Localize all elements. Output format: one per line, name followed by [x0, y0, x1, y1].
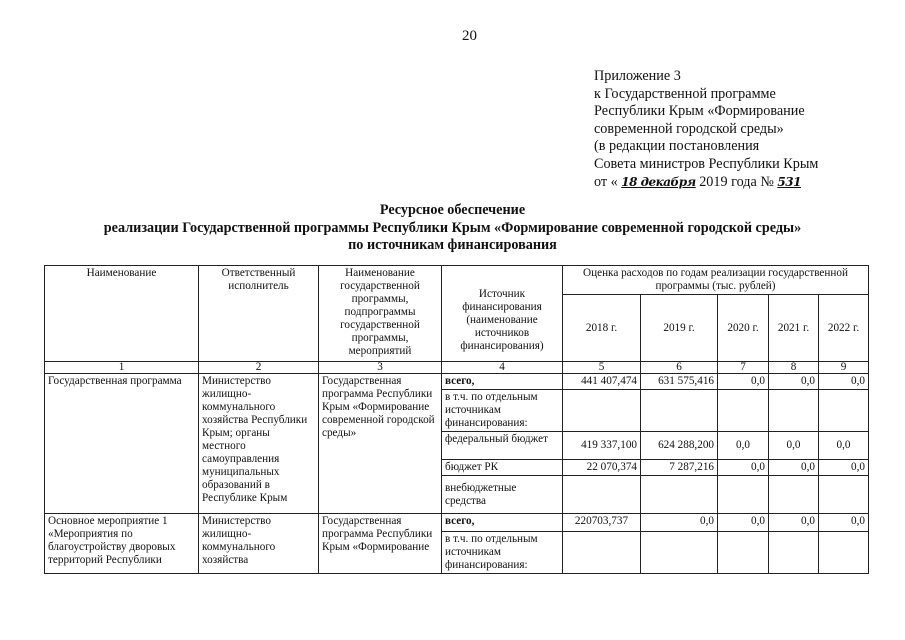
row-executor: Министерство жилищно-коммунального хозяйства: [199, 514, 319, 574]
column-number: 4: [442, 362, 563, 374]
appendix-line: к Государственной программе: [594, 85, 776, 102]
value-cell: [718, 476, 769, 514]
value-cell: [563, 390, 641, 432]
row-name: Государственная программа: [45, 374, 199, 514]
handwritten-number: 531: [777, 174, 801, 189]
source-cell: в т.ч. по отдельным источникам финансирования:: [442, 532, 563, 574]
value-cell: 441 407,474: [563, 374, 641, 390]
document-title: [0, 202, 905, 255]
value-cell: [769, 532, 819, 574]
header-source: Источник финансирования (наименование источников финансирования): [442, 266, 563, 362]
value-cell: 0,0: [819, 514, 869, 532]
column-number: 1: [45, 362, 199, 374]
date-prefix: от «: [594, 173, 618, 190]
header-year: 2021 г.: [769, 295, 819, 362]
row-program: Государственная программа Республики Крым «Формирование: [319, 514, 442, 574]
header-year: 2022 г.: [819, 295, 869, 362]
value-cell: 0,0: [641, 514, 718, 532]
value-cell: 7 287,216: [641, 460, 718, 476]
value-cell: 0,0: [718, 460, 769, 476]
value-cell: 0,0: [769, 514, 819, 532]
handwritten-date: 18 декабря: [621, 174, 696, 189]
row-name: Основное мероприятие 1 «Мероприятия по благоустройству дворовых территорий Республики: [45, 514, 199, 574]
value-cell: [641, 532, 718, 574]
title-line-3: по источникам финансирования: [348, 237, 557, 253]
value-cell: 419 337,100: [563, 432, 641, 460]
value-cell: [563, 532, 641, 574]
value-cell: [819, 532, 869, 574]
header-year: 2018 г.: [563, 295, 641, 362]
value-cell: 0,0: [819, 432, 869, 460]
title-line-1: Ресурсное обеспечение: [379, 202, 526, 218]
value-cell: 0,0: [769, 374, 819, 390]
appendix-line: Совета министров Республики Крым: [594, 155, 819, 172]
value-cell: 624 288,200: [641, 432, 718, 460]
source-cell: в т.ч. по отдельным источникам финансирования:: [442, 390, 563, 432]
appendix-date-line: [594, 174, 818, 192]
page-number: 20: [462, 28, 477, 44]
appendix-header: [594, 68, 818, 191]
header-name: Наименование: [45, 266, 199, 362]
value-cell: [641, 476, 718, 514]
source-cell: федеральный бюджет: [442, 432, 563, 460]
header-year: 2019 г.: [641, 295, 718, 362]
header-estimate: Оценка расходов по годам реализации государственной программы (тыс. рублей): [563, 266, 869, 295]
value-cell: [819, 476, 869, 514]
value-cell: 631 575,416: [641, 374, 718, 390]
row-program: Государственная программа Республики Крым «Формирование современной городской среды»: [319, 374, 442, 514]
date-year: 2019 года №: [699, 173, 774, 190]
appendix-line: современной городской среды»: [594, 120, 784, 137]
value-cell: 0,0: [718, 374, 769, 390]
value-cell: [718, 390, 769, 432]
value-cell: 0,0: [718, 514, 769, 532]
appendix-line: Приложение 3: [594, 68, 681, 84]
column-number: 7: [718, 362, 769, 374]
source-cell: всего,: [442, 514, 563, 532]
value-cell: 0,0: [819, 374, 869, 390]
appendix-line: Республики Крым «Формирование: [594, 103, 805, 120]
column-number: 8: [769, 362, 819, 374]
value-cell: 0,0: [718, 432, 769, 460]
value-cell: 22 070,374: [563, 460, 641, 476]
value-cell: [563, 476, 641, 514]
resource-table: [44, 265, 869, 574]
column-number: 6: [641, 362, 718, 374]
value-cell: [769, 390, 819, 432]
column-number: 2: [199, 362, 319, 374]
title-line-2: реализации Государственной программы Республики Крым «Формирование современной городской среды»: [103, 219, 802, 236]
value-cell: [819, 390, 869, 432]
value-cell: 220703,737: [563, 514, 641, 532]
source-cell: бюджет РК: [442, 460, 563, 476]
value-cell: 0,0: [819, 460, 869, 476]
value-cell: [641, 390, 718, 432]
header-program: Наименование государственной программы, подпрограммы государственной программы, мероприятий: [319, 266, 442, 362]
column-number: 9: [819, 362, 869, 374]
header-year: 2020 г.: [718, 295, 769, 362]
header-executor: Ответственный исполнитель: [199, 266, 319, 362]
value-cell: 0,0: [769, 460, 819, 476]
value-cell: [718, 532, 769, 574]
source-cell: внебюджетные средства: [442, 476, 563, 514]
column-number: 5: [563, 362, 641, 374]
source-cell: всего,: [442, 374, 563, 390]
column-number: 3: [319, 362, 442, 374]
appendix-line: (в редакции постановления: [594, 138, 760, 155]
value-cell: [769, 476, 819, 514]
value-cell: 0,0: [769, 432, 819, 460]
row-executor: Министерство жилищно-коммунального хозяйства Республики Крым; органы местного самоуправления муниципальных образований в Республике Крым: [199, 374, 319, 514]
